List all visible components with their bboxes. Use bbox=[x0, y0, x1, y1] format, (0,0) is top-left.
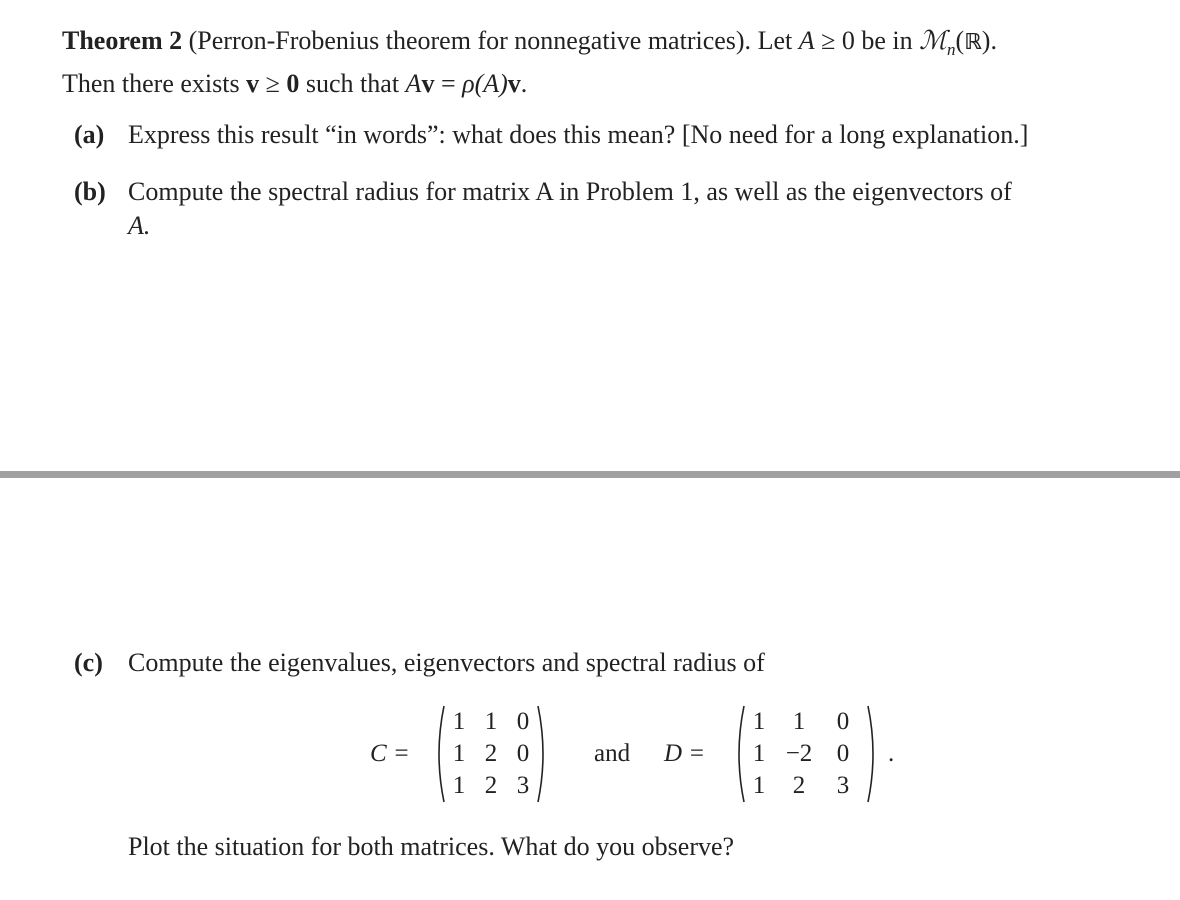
part-c bbox=[74, 646, 1142, 680]
theorem-statement bbox=[62, 24, 1152, 101]
matrix-d-cell: 1 bbox=[752, 740, 766, 767]
matrix-d-cell: 2 bbox=[792, 772, 806, 799]
part-c-label: (c) bbox=[74, 648, 103, 677]
matrix-c-cell: 1 bbox=[452, 708, 466, 735]
matrix-c-label: C = bbox=[370, 740, 410, 767]
matrix-c-cell: 2 bbox=[484, 772, 498, 799]
matrix-space-symbol: ℳ bbox=[919, 26, 947, 56]
matrix-symbol-a: A bbox=[798, 26, 815, 55]
theorem-title: (Perron-Frobenius theorem for nonnegative matrices). bbox=[188, 26, 752, 55]
matrix-d bbox=[732, 704, 882, 804]
part-b bbox=[74, 175, 1142, 243]
matrix-symbol-a-2: A bbox=[405, 69, 422, 99]
and-text: and bbox=[594, 740, 631, 767]
matrix-d-cell: 1 bbox=[752, 772, 766, 799]
theorem-period: . bbox=[520, 69, 528, 99]
matrix-d-cell: 0 bbox=[836, 740, 850, 767]
geq-sign: ≥ bbox=[265, 69, 280, 99]
right-paren-icon bbox=[866, 704, 880, 804]
zero-vector: 0 bbox=[286, 69, 300, 99]
matrix-c-cell: 0 bbox=[516, 708, 530, 735]
part-a-label: (a) bbox=[74, 120, 105, 149]
equals-sign: = bbox=[440, 69, 456, 99]
part-b-continuation: A. bbox=[128, 211, 151, 240]
section-divider bbox=[0, 471, 1180, 478]
matrix-c-cell: 1 bbox=[484, 708, 498, 735]
right-paren-icon bbox=[536, 704, 550, 804]
matrix-equations bbox=[370, 704, 930, 804]
matrix-c-cell: 0 bbox=[516, 740, 530, 767]
part-b-text: Compute the spectral radius for matrix A in Problem 1, as well as the eigenvectors of bbox=[128, 177, 1012, 206]
theorem-nonneg: ≥ 0 be in bbox=[821, 26, 913, 55]
matrix-d-cell: 0 bbox=[836, 708, 850, 735]
matrix-d-cell: 3 bbox=[836, 772, 850, 799]
vector-v-2: v bbox=[421, 69, 435, 99]
matrix-d-label: D = bbox=[664, 740, 706, 767]
paren-open: ( bbox=[955, 26, 965, 55]
part-b-label: (b) bbox=[74, 177, 106, 206]
matrix-d-cell: 1 bbox=[752, 708, 766, 735]
paren-close: ). bbox=[981, 26, 997, 55]
matrix-c bbox=[432, 704, 552, 804]
reals-symbol: ℝ bbox=[964, 30, 982, 55]
part-a-text: Express this result “in words”: what does this mean? [No need for a long explanation.] bbox=[128, 120, 1029, 149]
dimension-subscript: n bbox=[946, 40, 956, 60]
vector-v: v bbox=[246, 69, 260, 99]
matrix-period: . bbox=[888, 740, 895, 767]
theorem-let: Let bbox=[757, 26, 793, 55]
matrix-d-cell: −2 bbox=[785, 740, 813, 767]
theorem-such-that: such that bbox=[305, 69, 400, 99]
theorem-label: Theorem 2 bbox=[62, 26, 183, 55]
matrix-c-cell: 2 bbox=[484, 740, 498, 767]
vector-v-3: v bbox=[507, 69, 521, 99]
part-a bbox=[74, 118, 1142, 152]
plot-instruction: Plot the situation for both matrices. What do you observe? bbox=[128, 832, 735, 861]
theorem-then: Then there exists bbox=[62, 69, 240, 99]
matrix-c-cell: 1 bbox=[452, 772, 466, 799]
part-c-text: Compute the eigenvalues, eigenvectors and spectral radius of bbox=[128, 648, 765, 677]
matrix-c-cell: 3 bbox=[516, 772, 530, 799]
spectral-radius-symbol: ρ(A) bbox=[462, 69, 508, 99]
matrix-c-cell: 1 bbox=[452, 740, 466, 767]
matrix-d-cell: 1 bbox=[792, 708, 806, 735]
